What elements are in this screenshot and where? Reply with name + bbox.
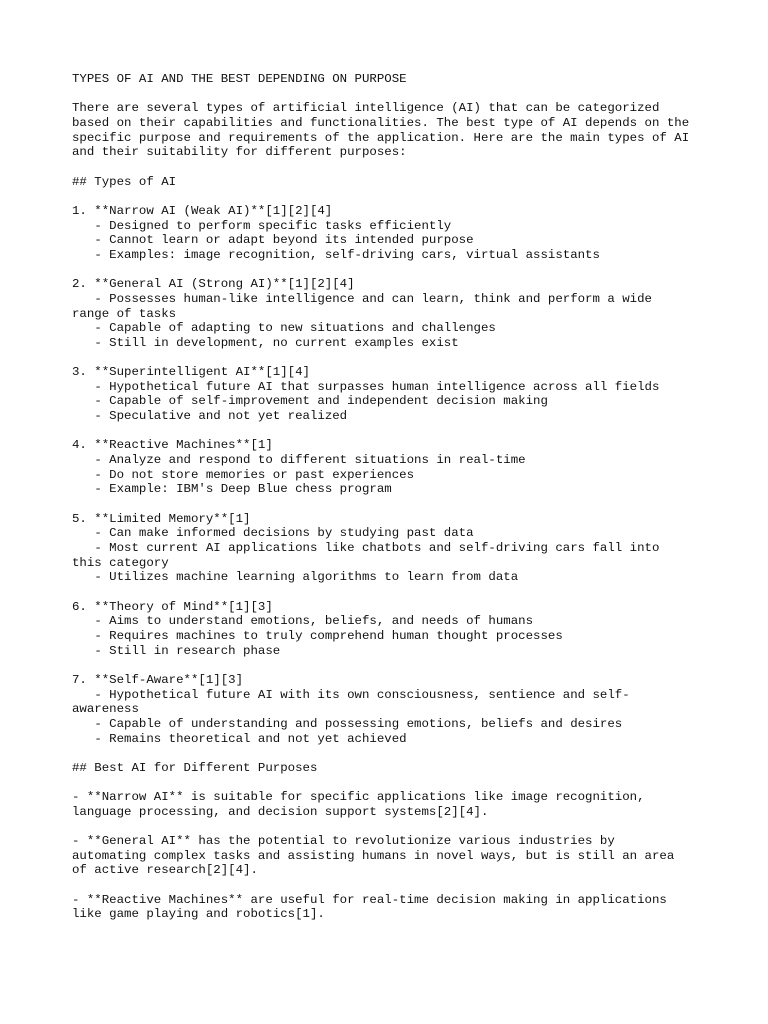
- text-line: - Utilizes machine learning algorithms to learn from data: [72, 570, 519, 585]
- text-line: ## Types of AI: [72, 174, 177, 189]
- text-line: awareness: [72, 702, 139, 717]
- document-text: [72, 72, 712, 922]
- text-line: language processing, and decision support systems[2][4].: [72, 804, 489, 819]
- text-line: 3. **Superintelligent AI**[1][4]: [72, 365, 310, 380]
- text-line: 4. **Reactive Machines**[1]: [72, 438, 273, 453]
- text-line: like game playing and robotics[1].: [72, 907, 325, 922]
- text-line: - Capable of understanding and possessing emotions, beliefs and desires: [72, 716, 623, 731]
- text-line: - Still in development, no current examples exist: [72, 335, 459, 350]
- text-line: There are several types of artificial intelligence (AI) that can be categorized: [72, 101, 660, 116]
- text-line: - Speculative and not yet realized: [72, 409, 348, 424]
- text-line: 7. **Self-Aware**[1][3]: [72, 672, 244, 687]
- text-line: - Cannot learn or adapt beyond its intended purpose: [72, 233, 474, 248]
- text-line: - Capable of adapting to new situations and challenges: [72, 321, 496, 336]
- text-line: 2. **General AI (Strong AI)**[1][2][4]: [72, 277, 355, 292]
- text-line: - Example: IBM's Deep Blue chess program: [72, 482, 392, 497]
- text-line: 5. **Limited Memory**[1]: [72, 511, 251, 526]
- text-line: ## Best AI for Different Purposes: [72, 760, 318, 775]
- text-line: - **Narrow AI** is suitable for specific applications like image recognition,: [72, 790, 645, 805]
- text-line: - Requires machines to truly comprehend human thought processes: [72, 628, 563, 643]
- text-line: - **General AI** has the potential to revolutionize various industries by: [72, 834, 615, 849]
- text-line: - Hypothetical future AI with its own consciousness, sentience and self-: [72, 687, 630, 702]
- text-line: - Examples: image recognition, self-driving cars, virtual assistants: [72, 247, 600, 262]
- text-line: - Can make informed decisions by studying past data: [72, 526, 474, 541]
- text-line: - Capable of self-improvement and independent decision making: [72, 394, 548, 409]
- text-line: this category: [72, 555, 169, 570]
- text-line: 1. **Narrow AI (Weak AI)**[1][2][4]: [72, 203, 333, 218]
- text-line: - Designed to perform specific tasks efficiently: [72, 218, 452, 233]
- text-line: - Remains theoretical and not yet achieved: [72, 731, 407, 746]
- text-line: - Do not store memories or past experiences: [72, 467, 415, 482]
- text-line: - Analyze and respond to different situations in real-time: [72, 453, 526, 468]
- text-line: - Hypothetical future AI that surpasses human intelligence across all fields: [72, 379, 660, 394]
- text-line: of active research[2][4].: [72, 863, 258, 878]
- text-line: and their suitability for different purposes:: [72, 145, 407, 160]
- document-body: [72, 101, 689, 921]
- text-line: range of tasks: [72, 306, 177, 321]
- text-line: - Aims to understand emotions, beliefs, and needs of humans: [72, 614, 534, 629]
- text-line: - Possesses human-like intelligence and can learn, think and perform a wide: [72, 291, 652, 306]
- text-line: automating complex tasks and assisting humans in novel ways, but is still an area: [72, 848, 675, 863]
- text-line: specific purpose and requirements of the application. Here are the main types of AI: [72, 130, 690, 145]
- text-line: - Most current AI applications like chatbots and self-driving cars fall into: [72, 541, 660, 555]
- text-line: 6. **Theory of Mind**[1][3]: [72, 599, 273, 614]
- document-title: TYPES OF AI AND THE BEST DEPENDING ON PURPOSE: [72, 72, 407, 86]
- text-line: - **Reactive Machines** are useful for real-time decision making in applications: [72, 892, 667, 907]
- text-line: based on their capabilities and functionalities. The best type of AI depends on the: [72, 115, 690, 130]
- text-line: - Still in research phase: [72, 643, 281, 658]
